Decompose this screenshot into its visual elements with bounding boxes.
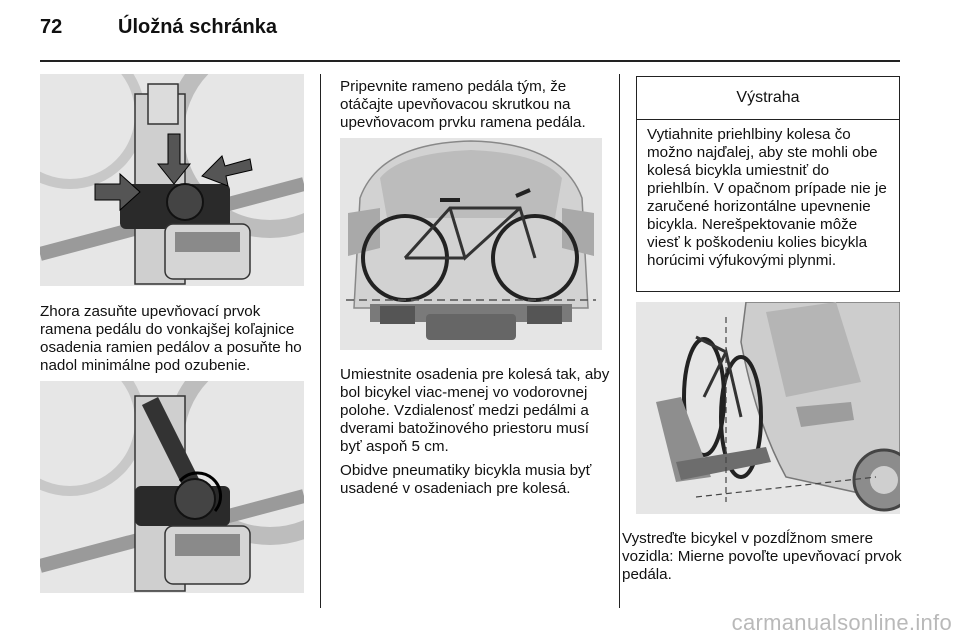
header-rule xyxy=(40,60,900,62)
column-divider-1 xyxy=(320,74,321,608)
figure-pedal-arm-fixed xyxy=(40,381,304,593)
warning-title: Výstraha xyxy=(637,77,899,120)
col1-text: Zhora zasuňte upevňovací prvok ramena pedálu do vonkajšej koľajnice osadenia ramien pedálov a posuňte ho nadol minimálne pod ozubenie. xyxy=(40,303,302,374)
col2-paragraph-1: Umiestnite osadenia pre kolesá tak, aby bol bicykel viac-menej vo vodorovnej polohe. Vzdialenosť medzi pedálmi a dverami batožinového priestoru musí byť aspoň 5 cm. xyxy=(340,366,610,455)
chapter-title: Úložná schránka xyxy=(118,16,277,38)
col3-paragraph xyxy=(622,530,902,584)
col2-intro-text: Pripevnite rameno pedála tým, že otáčajte upevňovacou skrutkou na upevňovacom prvku ramena pedála. xyxy=(340,78,586,131)
watermark: carmanualsonline.info xyxy=(731,610,952,635)
column-divider-2 xyxy=(619,74,620,608)
col2-paragraph-2: Obidve pneumatiky bicykla musia byť usadené v osadeniach pre kolesá. xyxy=(340,462,592,497)
col1-paragraph xyxy=(40,303,308,375)
figure-bike-side-view xyxy=(636,302,900,514)
warning-text: Vytiahnite priehlbiny kolesa čo možno najďalej, aby ste mohli obe kolesá bicykla umiestniť do priehlbín. V opačnom prípade nie je zaručené horizontálne upevnenie bicykla. Nerešpektovanie môže viesť k poškodeniu kolies bicykla horúcimi výfukovými plynmi. xyxy=(647,126,887,269)
warning-box xyxy=(636,76,900,292)
col2-intro-paragraph xyxy=(340,78,610,132)
col2-body xyxy=(340,366,612,498)
col3-text: Vystreďte bicykel v pozdĺžnom smere vozidla: Mierne povoľte upevňovací prvok pedála. xyxy=(622,530,902,583)
figure-pedal-arm-insert xyxy=(40,74,304,286)
page-header xyxy=(40,16,900,50)
figure-bike-rear-view xyxy=(340,138,602,350)
page-number: 72 xyxy=(40,16,63,38)
